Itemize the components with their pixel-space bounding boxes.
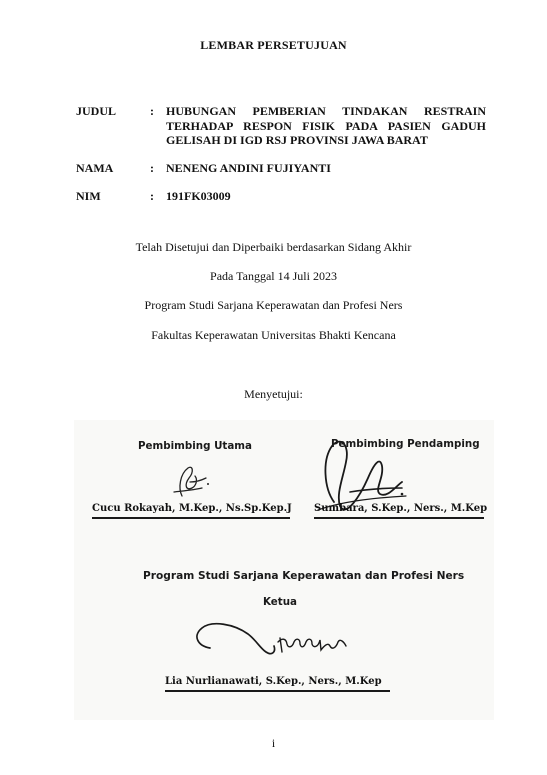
judul-line-2: TERHADAP RESPON FISIK PADA PASIEN GADUH [166, 118, 486, 133]
judul-line-3: GELISAH DI IGD RSJ PROVINSI JAWA BARAT [166, 133, 428, 147]
nim-value: 191FK03009 [166, 189, 231, 203]
ketua-program-label: Program Studi Sarjana Keperawatan dan Profesi Ners [143, 570, 465, 582]
ketua-name: Lia Nurlianawati, S.Kep., Ners., M.Kep [165, 676, 382, 687]
ketua-label: Ketua [263, 596, 297, 608]
nama-value: NENENG ANDINI FUJIYANTI [166, 161, 331, 175]
approval-faculty: Fakultas Keperawatan Universitas Bhakti Kencana [151, 328, 396, 342]
nim-label: NIM [76, 189, 101, 203]
judul-value [166, 104, 486, 148]
pembimbing-pendamping-name: Sumbara, S.Kep., Ners., M.Kep [314, 503, 488, 514]
underline-utama [92, 517, 290, 519]
signature-ketua [190, 618, 360, 666]
approval-line-1: Telah Disetujui dan Diperbaiki berdasarkan Sidang Akhir [135, 240, 412, 254]
pembimbing-utama-label: Pembimbing Utama [138, 440, 252, 452]
signature-utama [160, 458, 220, 503]
nim-colon: : [150, 189, 154, 203]
approval-agreed: Menyetujui: [244, 387, 303, 401]
pembimbing-utama-name: Cucu Rokayah, M.Kep., Ns.Sp.Kep.J [92, 503, 292, 514]
approval-program: Program Studi Sarjana Keperawatan dan Profesi Ners [144, 298, 403, 312]
pembimbing-pendamping-label: Pembimbing Pendamping [331, 438, 480, 450]
judul-colon: : [150, 104, 154, 118]
page-title: LEMBAR PERSETUJUAN [200, 38, 347, 52]
nama-label: NAMA [76, 161, 114, 175]
underline-ketua [165, 690, 390, 692]
nama-colon: : [150, 161, 154, 175]
judul-label: JUDUL [76, 104, 117, 118]
judul-line-1: HUBUNGAN PEMBERIAN TINDAKAN RESTRAIN [166, 104, 486, 118]
page-number: i [271, 736, 276, 750]
approval-date: Pada Tanggal 14 Juli 2023 [210, 269, 337, 283]
underline-pendamping [314, 517, 484, 519]
